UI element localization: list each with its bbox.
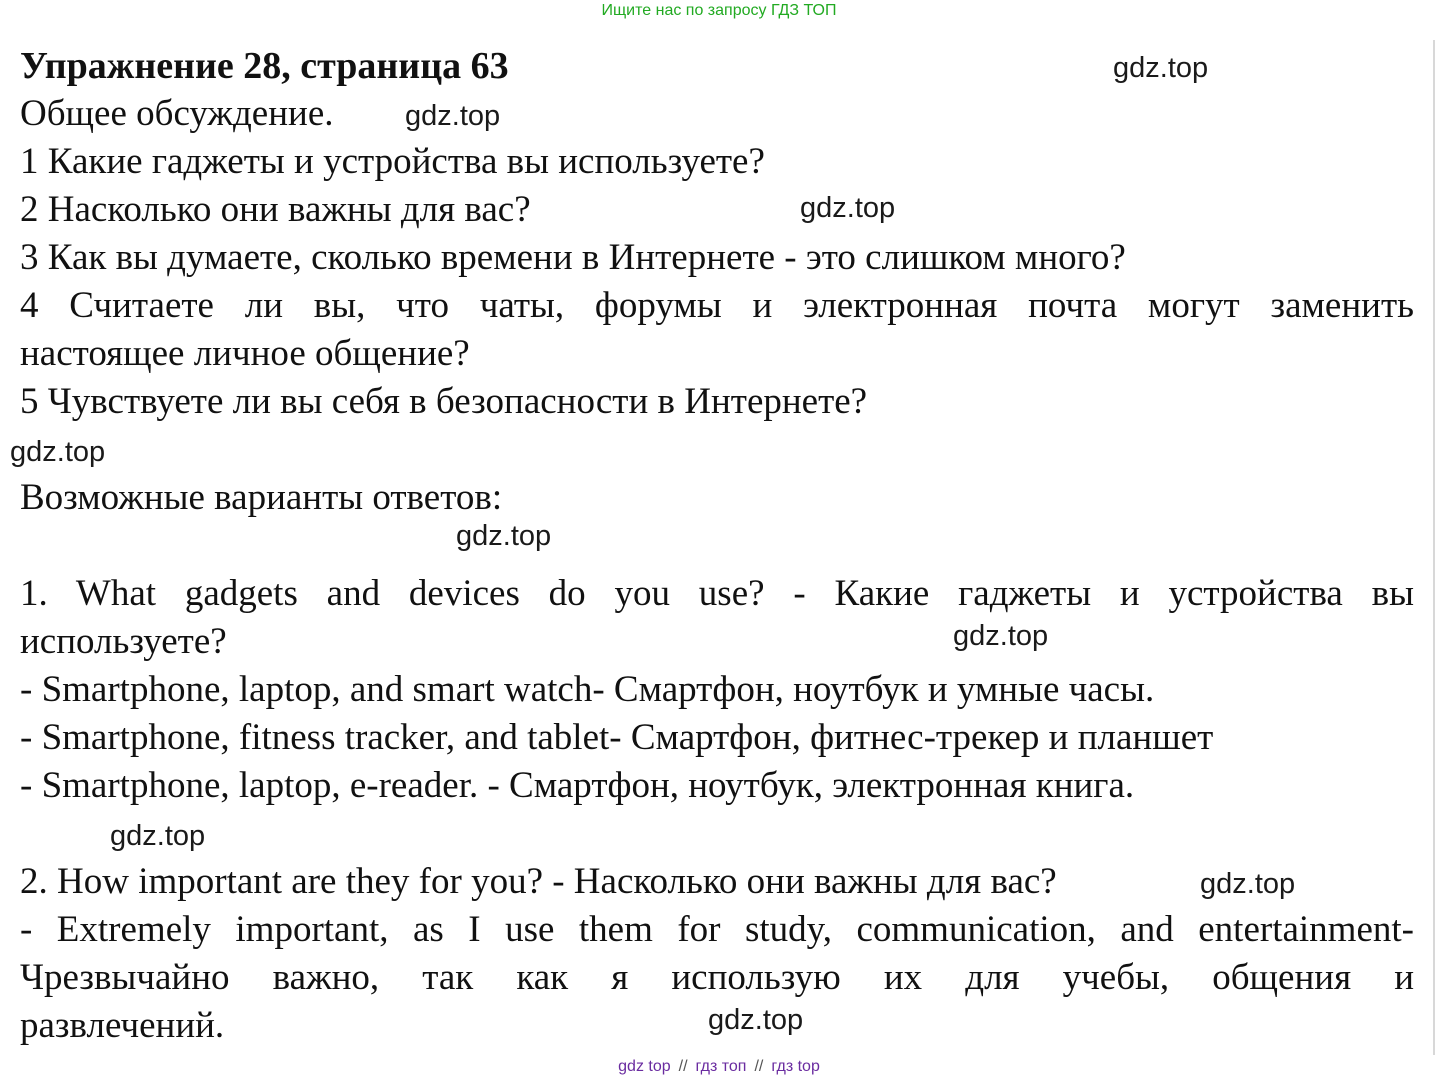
- answer-line: - Smartphone, fitness tracker, and tablet- Смартфон, фитнес-трекер и планшет: [20, 717, 1214, 758]
- watermark: gdz.top: [1200, 868, 1296, 900]
- footer-link-gdz-top-cyrillic[interactable]: гдз топ: [695, 1058, 747, 1075]
- watermark: gdz.top: [110, 820, 206, 852]
- question-line: 4 Считаете ли вы, что чаты, форумы и электронная почта могут заменить: [20, 285, 1414, 326]
- answer-line: - Smartphone, laptop, and smart watch- Смартфон, ноутбук и умные часы.: [20, 669, 1155, 710]
- watermark: gdz.top: [1113, 52, 1209, 84]
- watermark: gdz.top: [953, 620, 1049, 652]
- answer-line: 1. What gadgets and devices do you use? - Какие гаджеты и устройства вы: [20, 573, 1414, 614]
- answer-line: используете?: [20, 621, 227, 662]
- watermark: gdz.top: [405, 100, 501, 132]
- question-line: настоящее личное общение?: [20, 333, 470, 374]
- watermark: gdz.top: [10, 436, 106, 468]
- footer-separator: //: [678, 1058, 688, 1075]
- watermark: gdz.top: [708, 1004, 804, 1036]
- answer-line: - Extremely important, as I use them for study, communication, and entertainment-: [20, 909, 1414, 950]
- watermark: gdz.top: [800, 192, 896, 224]
- answer-line: Чрезвычайно важно, так как я использую их для учебы, общения и: [20, 957, 1414, 998]
- watermark: gdz.top: [456, 520, 552, 552]
- answers-heading: Возможные варианты ответов:: [20, 477, 503, 518]
- question-line: 2 Насколько они важны для вас?: [20, 189, 531, 230]
- answer-line: 2. How important are they for you? - Насколько они важны для вас?: [20, 861, 1057, 902]
- answer-line: - Smartphone, laptop, e-reader. - Смартфон, ноутбук, электронная книга.: [20, 765, 1135, 806]
- exercise-title: Упражнение 28, страница 63: [20, 45, 509, 87]
- footer-link-gdz-top[interactable]: gdz top: [618, 1058, 671, 1075]
- question-line: 5 Чувствуете ли вы себя в безопасности в Интернете?: [20, 381, 868, 422]
- footer-link-gdz-top-mixed[interactable]: гдз top: [771, 1058, 820, 1075]
- question-line: 3 Как вы думаете, сколько времени в Интернете - это слишком много?: [20, 237, 1126, 278]
- intro-text: Общее обсуждение.: [20, 93, 334, 134]
- question-line: 1 Какие гаджеты и устройства вы используете?: [20, 141, 765, 182]
- search-hint-banner: Ищите нас по запросу ГДЗ ТОП: [601, 2, 837, 19]
- footer-links: [0, 1058, 1438, 1076]
- footer-separator: //: [754, 1058, 764, 1075]
- answer-line: развлечений.: [20, 1005, 225, 1046]
- page-right-border: [1433, 40, 1435, 1055]
